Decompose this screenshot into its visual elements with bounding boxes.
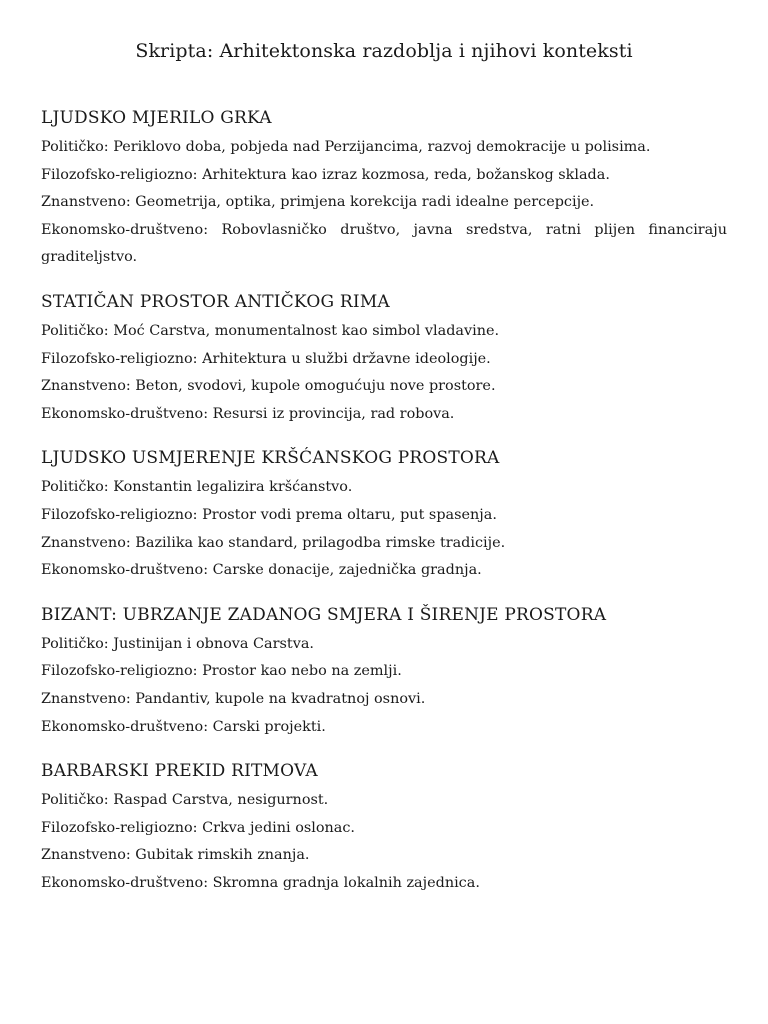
context-line-philosophical: Filozofsko-religiozno: Prostor kao nebo na zemlji. (41, 663, 402, 680)
context-line-scientific: Znanstveno: Pandantiv, kupole na kvadratnoj osnovi. (41, 690, 426, 707)
section-heading: LJUDSKO MJERILO GRKA (41, 108, 272, 128)
context-line-political: Političko: Moć Carstva, monumentalnost kao simbol vladavine. (41, 322, 500, 339)
context-line-economic: Ekonomsko-društveno: Robovlasničko društvo, javna sredstva, ratni plijen financiraju graditeljstvo. (41, 221, 727, 266)
context-line-political: Političko: Periklovo doba, pobjeda nad Perzijancima, razvoj demokracije u polisima. (41, 139, 651, 155)
section-heading: BARBARSKI PREKID RITMOVA (41, 761, 318, 782)
section-heading: BIZANT: UBRZANJE ZADANOG SMJERA I ŠIRENJE PROSTORA (41, 604, 607, 625)
section-staticni-prostor-rima (41, 290, 727, 428)
context-line-philosophical: Filozofsko-religiozno: Arhitektura u službi državne ideologije. (41, 350, 491, 367)
context-line-political: Političko: Raspad Carstva, nesigurnost. (41, 792, 329, 809)
section-heading: STATIČAN PROSTOR ANTIČKOG RIMA (41, 291, 390, 312)
context-line-philosophical: Filozofsko-religiozno: Prostor vodi prema oltaru, put spasenja. (41, 506, 497, 523)
context-line-political: Političko: Justinijan i obnova Carstva. (41, 635, 314, 652)
document-title: Skripta: Arhitektonska razdoblja i njihovi konteksti (135, 40, 633, 62)
context-line-economic: Ekonomsko-društveno: Carske donacije, zajednička gradnja. (41, 562, 482, 579)
section-bizant (41, 603, 727, 741)
section-barbarski-prekid (41, 759, 727, 897)
context-line-economic: Ekonomsko-društveno: Resursi iz provincija, rad robova. (41, 405, 455, 422)
section-list (41, 106, 727, 897)
context-line-economic: Ekonomsko-društveno: Skromna gradnja lokalnih zajednica. (41, 874, 480, 891)
context-line-scientific: Znanstveno: Gubitak rimskih znanja. (41, 847, 310, 864)
context-line-scientific: Znanstveno: Bazilika kao standard, prilagodba rimske tradicije. (41, 534, 506, 551)
context-line-economic: Ekonomsko-društveno: Carski projekti. (41, 718, 326, 735)
context-line-philosophical: Filozofsko-religiozno: Arhitektura kao izraz kozmosa, reda, božanskog sklada. (41, 166, 610, 183)
section-krscanski-prostor (41, 446, 727, 584)
section-ljudsko-mjerilo-grka (41, 106, 727, 272)
context-line-scientific: Znanstveno: Beton, svodovi, kupole omogućuju nove prostore. (41, 378, 496, 395)
context-line-philosophical: Filozofsko-religiozno: Crkva jedini oslonac. (41, 819, 356, 836)
context-line-political: Političko: Konstantin legalizira kršćanstvo. (41, 479, 353, 496)
section-heading: LJUDSKO USMJERENJE KRŠĆANSKOG PROSTORA (41, 448, 500, 469)
context-line-scientific: Znanstveno: Geometrija, optika, primjena korekcija radi idealne percepcije. (41, 194, 595, 211)
